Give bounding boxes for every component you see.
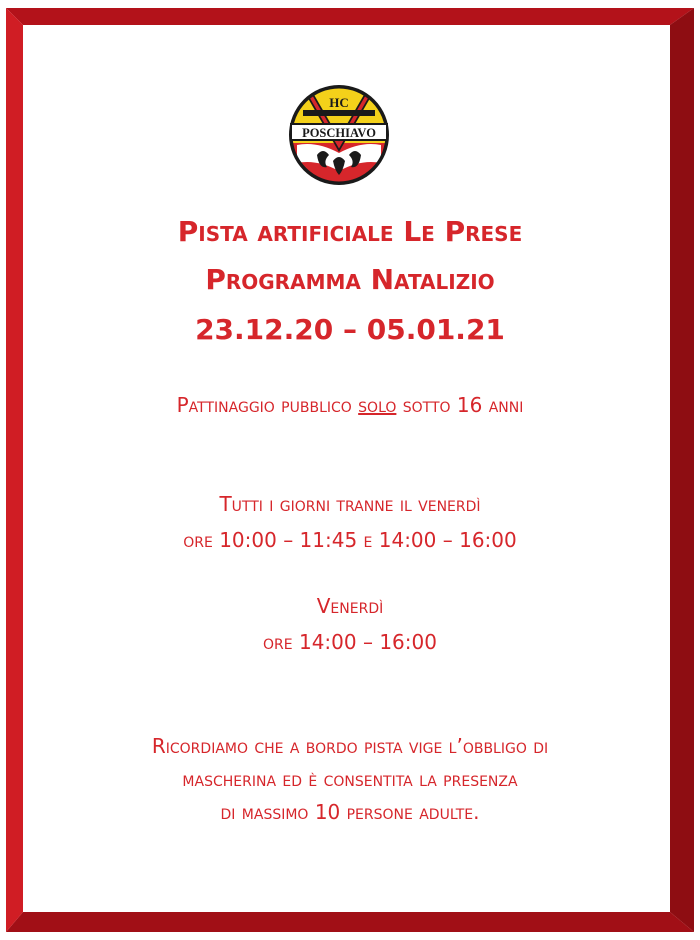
reminder-line-1: Ricordiamo che a bordo pista vige l’obbligo di [151, 734, 549, 758]
notice-before: Pattinaggio pubblico [176, 393, 359, 417]
public-skating-notice [0, 393, 700, 417]
schedule-heading-weekdays: Tutti i giorni tranne il venerdì [219, 492, 481, 516]
title-dates: 23.12.20 – 05.01.21 [195, 313, 505, 346]
notice-after: sotto 16 anni [396, 393, 524, 417]
schedule-heading-friday: Venerdì [316, 594, 384, 618]
hc-poschiavo-logo [287, 83, 391, 187]
reminder-line-2: mascherina ed è consentita la presenza [182, 767, 518, 791]
title-line-2: Programma Natalizio [205, 263, 495, 296]
reminder-line-3: di massimo 10 persone adulte. [220, 800, 480, 824]
schedule-hours-friday: ore 14:00 – 16:00 [263, 630, 437, 654]
logo-poschiavo-text: POSCHIAVO [302, 126, 376, 140]
notice-emphasis: solo [358, 393, 397, 417]
schedule-hours-weekdays: ore 10:00 – 11:45 e 14:00 – 16:00 [183, 528, 517, 552]
logo-hc-text: HC [329, 95, 349, 110]
title-line-1: Pista artificiale Le Prese [177, 215, 523, 248]
